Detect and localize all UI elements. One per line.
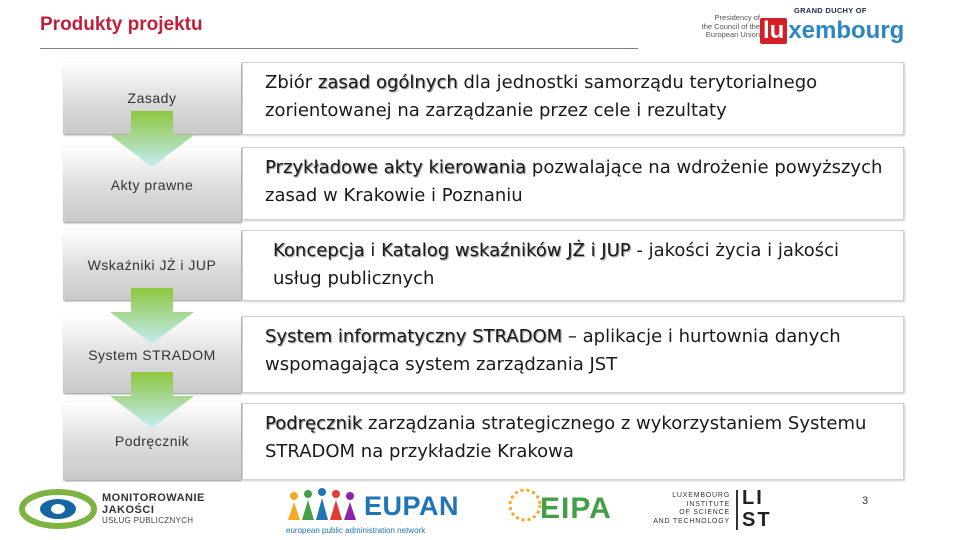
description-zasady <box>242 62 904 135</box>
eipa-logo-text: EIPA <box>540 492 612 525</box>
description-highlight: Podręcznik <box>265 413 363 434</box>
grand-duchy-label: GRAND DUCHY OF <box>794 6 867 15</box>
down-arrow-icon <box>110 111 194 167</box>
description-text: i <box>364 240 382 261</box>
list-line: LUXEMBOURG <box>672 492 730 499</box>
description-system-stradom <box>242 316 904 393</box>
step-wskazniki: Wskaźniki JŻ i JUP <box>63 230 241 300</box>
description-wskazniki <box>242 230 904 301</box>
step-podrecznik: Podręcznik <box>63 402 241 480</box>
list-line: INSTITUTE <box>686 500 730 508</box>
slide-title: Produkty projektu <box>40 14 203 35</box>
monitoring-line: JAKOŚCI <box>102 504 155 516</box>
step-akty-prawne: Akty prawne <box>63 147 241 222</box>
luxembourg-logo <box>760 18 904 44</box>
description-text: - jakości życia i jakości usług publicznych <box>273 240 839 289</box>
presidency-logo-text <box>684 14 760 40</box>
description-highlight: System informatyczny STRADOM <box>265 326 563 347</box>
down-arrow-icon <box>110 372 194 428</box>
eupan-subtitle: european public administration network <box>286 526 426 535</box>
page-number: 3 <box>862 495 869 507</box>
monitoring-line: USŁUG PUBLICZNYCH <box>102 516 194 525</box>
description-podrecznik <box>242 403 904 480</box>
description-highlight: Przykładowe akty kierowania <box>265 157 527 178</box>
description-text: – aplikacje i hurtownia danych wspomagająca system zarządzania JST <box>265 326 841 375</box>
description-highlight: zasad ogólnych <box>317 72 458 93</box>
presidency-line: the Council of the <box>701 21 760 31</box>
eupan-logo-text: EUPAN <box>364 491 460 521</box>
description-text: dla jednostki samorządu terytorialnego zorientowanej na zarządzanie przez cele i rezultaty <box>265 72 818 121</box>
eupan-figures-icon <box>284 486 360 526</box>
list-logo-mark <box>742 487 772 531</box>
description-text: Zbiór <box>265 72 318 93</box>
list-line: AND TECHNOLOGY <box>653 517 730 525</box>
list-mark-line: LI <box>742 487 764 509</box>
monitoring-logo-text <box>102 492 205 525</box>
luxembourg-logo-red: lu <box>760 18 787 44</box>
presidency-line: European Union <box>705 30 760 39</box>
list-divider <box>736 490 738 530</box>
presidency-line: Presidency of <box>714 13 760 22</box>
description-highlight: Koncepcja <box>273 240 365 261</box>
monitoring-line: MONITOROWANIE <box>102 492 205 504</box>
step-zasady: Zasady <box>63 62 241 134</box>
monitoring-logo-icon <box>16 488 100 530</box>
description-text: zarządzania strategicznego z wykorzystaniem Systemu STRADOM na przykładzie Krakowa <box>265 413 867 462</box>
down-arrow-icon <box>110 288 194 344</box>
description-akty-prawne <box>242 147 904 220</box>
description-highlight: Katalog wskaźników JŻ i JUP <box>381 240 631 261</box>
step-system-stradom: System STRADOM <box>63 316 241 393</box>
luxembourg-logo-text: xembourg <box>788 17 905 44</box>
title-divider <box>40 48 638 49</box>
eipa-stars-icon <box>508 484 542 526</box>
list-logo-text <box>652 492 730 526</box>
list-mark-line: ST <box>742 509 772 531</box>
description-text: pozwalające na wdrożenie powyższych zasad w Krakowie i Poznaniu <box>265 157 883 206</box>
list-line: OF SCIENCE <box>679 509 730 516</box>
